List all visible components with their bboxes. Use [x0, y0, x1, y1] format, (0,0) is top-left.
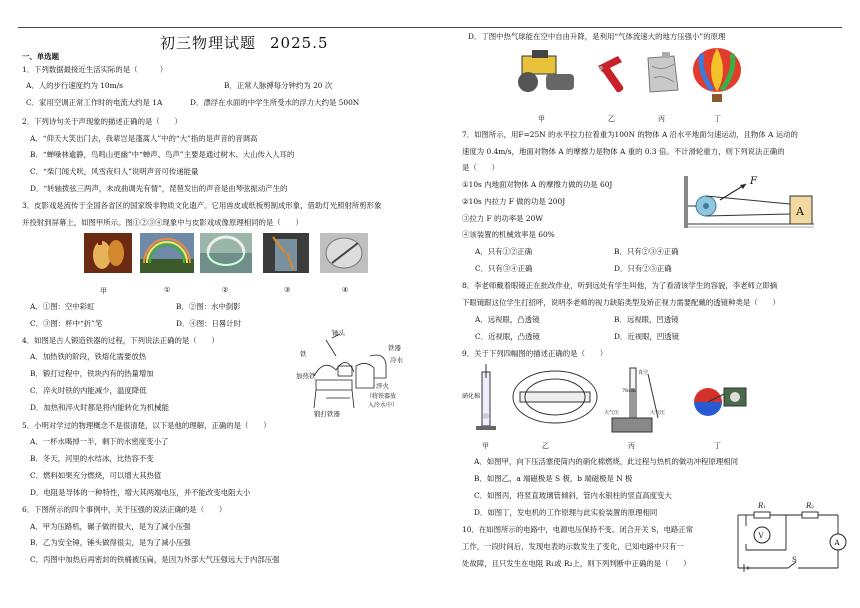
- label-forge: 锻打铁器: [314, 410, 340, 418]
- q7-option-d: D．只有②③正确: [614, 264, 672, 273]
- q3-option-c: C．③图：杯中“折”笔: [30, 319, 103, 328]
- q1-option-b: B．正常人脉搏每分钟约为 20 次: [224, 81, 333, 90]
- label-atm-1: 大气压: [604, 410, 620, 416]
- q6-option-b: B．乙为安全锤，锤头做得很尖，是为了减小压强: [30, 538, 191, 547]
- sundial-image: [320, 233, 368, 273]
- label-tool: 铁器: [388, 344, 401, 352]
- title-year: 2025.5: [270, 34, 329, 52]
- forging-illustration: [296, 326, 412, 418]
- label-r2: R₂: [806, 502, 815, 510]
- q7-option-b: B．只有②③④正确: [614, 247, 679, 256]
- q2-stem: 2．下列诗句关于声现象的描述正确的是（ ）: [22, 117, 182, 126]
- q7-statement-3: ③拉力 F 的功率是 20W: [462, 214, 543, 223]
- q9-figures: [462, 364, 842, 440]
- q7-statement-1: ①10s 内地面对物体 A 的摩擦力做的功是 60J: [462, 180, 613, 189]
- q2-option-c: C．“柴门闻犬吠，风雪夜归人”说明声音可传递能量: [30, 167, 199, 176]
- q9-caption-yi: 乙: [542, 442, 549, 450]
- q5-stem: 5．小明对学过的物理概念不是很清楚，以下是他的理解，正确的是（ ）: [22, 421, 271, 430]
- q3-option-a: A．①图：空中彩虹: [30, 302, 95, 311]
- q6-caption-yi: 乙: [608, 115, 615, 123]
- q1-option-c: C．家用空调正常工作时的电流大约是 1A: [26, 98, 163, 107]
- shadow-puppet-image: [84, 233, 132, 273]
- q3-caption-2: ②: [222, 286, 229, 294]
- block-label: A: [796, 205, 804, 218]
- q8-option-d: D．近视眼，凹透镜: [614, 332, 680, 341]
- q10-stem-2: 工作，一段时间后，发现电表的示数发生了变化，已知电路中只有一: [462, 542, 684, 551]
- q6-caption-bing: 丙: [658, 115, 665, 123]
- q3-caption-3: ③: [284, 286, 291, 294]
- rainbow-image: [140, 233, 194, 273]
- q9-option-a: A．如图甲，向下压活塞使筒内的硝化棉燃烧，此过程与热机的做功冲程原理相同: [474, 457, 739, 466]
- q6-option-a: A．甲为压路机，碾子做的很大，是为了减小压强: [30, 522, 191, 531]
- label-vacuum: 真空: [638, 370, 649, 376]
- label-quench: 淬火: [376, 382, 389, 390]
- safety-hammer-image: [592, 52, 632, 96]
- q6-option-c: C．丙图中加热后再密封的铁桶被压扁，是因为外部大气压强远大于内部压强: [30, 555, 280, 564]
- q3-stem-2: 并投射到屏幕上，如图甲所示。图①②③④现象中与皮影戏成像原理相同的是（ ）: [22, 218, 303, 227]
- q10-stem-3: 处故障，且只发生在电阻 R₁或 R₂上，则下列判断中正确的是（ ）: [462, 559, 691, 568]
- q2-option-a: A．“仰天大笑出门去，我辈岂是蓬蒿人”中的“大”指的是声音的音调高: [30, 134, 258, 143]
- q2-option-d: D．“转轴拨弦三两声，未成曲调先有情”，琵琶发出的声音是由琴弦振动产生的: [30, 184, 288, 193]
- generator-figure: [694, 388, 746, 416]
- label-height: 76cm: [622, 388, 636, 394]
- q8-option-c: C．近视眼，凸透镜: [475, 332, 540, 341]
- q1-option-a: A．人的步行速度约为 10m/s: [26, 81, 123, 90]
- q1-option-d: D．漂浮在水面的中学生所受水的浮力大约是 500N: [190, 98, 360, 107]
- q7-option-a: A．只有①②正确: [475, 247, 533, 256]
- q4-option-d: D．加热和淬火时都是将内能转化为机械能: [30, 403, 169, 412]
- top-rule: [18, 27, 842, 28]
- q6-caption-jia: 甲: [538, 115, 545, 123]
- q9-caption-ding: 丁: [714, 442, 721, 450]
- hot-air-balloon-image: [690, 46, 744, 104]
- section-heading: 一、单选题: [22, 52, 59, 61]
- q5-option-d: D．电阻是导体的一种特性，增大其两端电压，并不能改变电阻大小: [30, 488, 251, 497]
- q5-option-a: A．一杯水喝掉一半，剩下的水密度变小了: [30, 437, 169, 446]
- q3-caption-1: ①: [164, 286, 171, 294]
- q7-stem-2: 速度为 0.4m/s，地面对物体 A 的摩擦力是物体 A 重的 0.3 倍。不计滑轮重力，则下列说法正确的: [462, 147, 785, 156]
- magnet-field-figure: [513, 371, 597, 423]
- q5-option-c: C．燃料如果充分燃烧，可以增大其热值: [30, 471, 162, 480]
- q4-option-a: A．加热铁的阶段，铁熔化需要放热: [30, 352, 147, 361]
- q9-caption-jia: 甲: [482, 442, 489, 450]
- crushed-can-image: [642, 50, 682, 96]
- q3-option-d: D．④图：日晷计时: [176, 319, 242, 328]
- q1-stem: 1．下列数据最接近生活实际的是（ ）: [22, 65, 168, 74]
- road-roller-image: [512, 48, 576, 94]
- q5-option-b: B．冬天，河里的水结冰，比热容不变: [30, 454, 154, 463]
- pulley-diagram: [684, 170, 814, 232]
- label-note-2: 入冷水中）: [368, 402, 399, 409]
- q4-stem: 4．如图是古人锻造铁器的过程，下列说法正确的是（ ）: [22, 336, 219, 345]
- q7-stem-1: 7．如图所示，用F=25N 的水平拉力拉着重为100N 的物体 A 沿水平地面匀速运动，且物体 A 运动的: [462, 130, 798, 139]
- q8-stem-2: 下眼镜跟这位学生打招呼，说明李老师的视力缺陷类型及矫正视力需要配戴的透镜种类是（ ）: [462, 298, 780, 307]
- q3-option-b: B．②图：水中倒影: [176, 302, 241, 311]
- q6-option-d: D．丁图中热气球能在空中自由升降，是利用“气体流速大的地方压强小”的原理: [468, 32, 726, 41]
- label-note-1: （将铁器放: [366, 393, 397, 400]
- q8-option-b: B．远视眼，凹透镜: [614, 315, 679, 324]
- label-cotton: 硝化棉: [462, 393, 481, 400]
- ammeter-label: A: [834, 539, 840, 547]
- label-water: 冷水: [390, 356, 403, 364]
- label-hammer: 锤头: [332, 329, 345, 337]
- q4-option-b: B．锻打过程中，铁块内有的热量增加: [30, 369, 154, 378]
- q8-option-a: A．远视眼，凸透镜: [475, 315, 540, 324]
- q7-option-c: C．只有③④正确: [475, 264, 533, 273]
- circuit-diagram: [734, 498, 848, 578]
- q3-caption-jia: 甲: [100, 287, 107, 295]
- exam-title: [160, 32, 329, 53]
- label-r1: R₁: [758, 502, 767, 510]
- q7-stem-3: 是（ ）: [462, 163, 499, 172]
- q2-option-b: B．“蝉噪林逾静，鸟鸣山更幽”中“蝉声、鸟声”主要是通过树木、大山传入人耳的: [30, 150, 295, 159]
- switch-label: S: [792, 556, 797, 564]
- title-text: 初三物理试题: [160, 34, 257, 52]
- label-atm-2: 大气压: [650, 410, 666, 416]
- q7-statement-2: ②10s 内拉力 F 做的功是 200J: [462, 197, 566, 206]
- q8-stem-1: 8．李老师戴着眼镜正在批改作业，听到远处有学生叫他，为了看清该学生的容貌，李老师立即摘: [462, 281, 778, 290]
- q9-option-d: D．如图丁，发电机的工作原理与此实验装置的原理相同: [474, 508, 658, 517]
- q9-caption-bing: 丙: [628, 442, 635, 450]
- q3-caption-4: ④: [342, 286, 349, 294]
- bent-pencil-image: [263, 233, 309, 273]
- q7-statement-4: ④该装置的机械效率是 60%: [462, 230, 555, 239]
- q4-option-c: C．淬火时铁的内能减少，温度降低: [30, 386, 147, 395]
- q9-option-c: C．如图丙，将竖直玻璃管倾斜，管内水银柱的竖直高度变大: [474, 491, 672, 500]
- force-label: F: [750, 176, 757, 187]
- q9-option-b: B．如图乙，a 端磁极是 S 极，b 端磁极是 N 极: [474, 474, 633, 483]
- q6-caption-ding: 丁: [714, 115, 721, 123]
- label-iron: 铁: [300, 350, 307, 358]
- q3-stem-1: 3．皮影戏是流传于全国各省区的国家级非物质文化遗产。它用兽皮或纸板剪制成形象，借助灯光照射所剪形象: [22, 201, 382, 210]
- q10-stem-1: 10．在如图所示的电路中，电源电压保持不变。闭合开关 S，电路正常: [462, 525, 694, 534]
- q9-stem: 9．关于下列四幅图的描述正确的是（ ）: [462, 349, 608, 358]
- bridge-reflection-image: [200, 233, 252, 273]
- label-heat: 加热铁: [296, 372, 316, 380]
- voltmeter-label: V: [758, 532, 764, 540]
- barometer-figure: [612, 368, 658, 432]
- q6-stem: 6．下图所示的四个事例中，关于压强的说法正确的是（ ）: [22, 505, 227, 514]
